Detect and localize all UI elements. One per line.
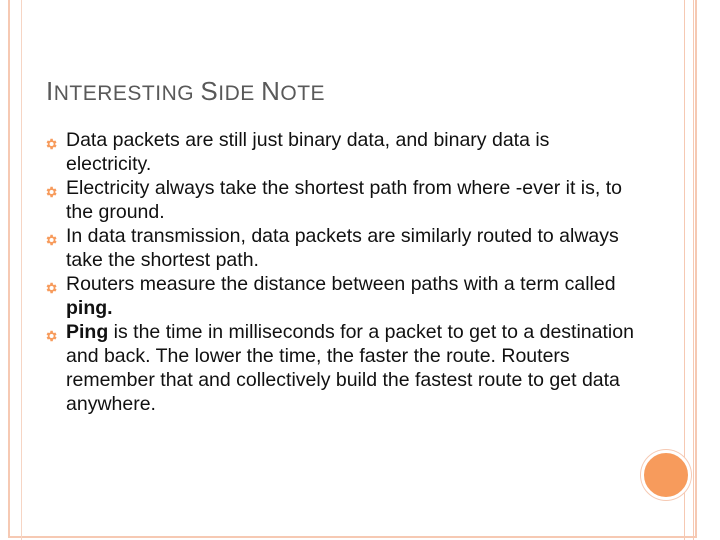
bullet-text: Routers measure the distance between paths with a term called [66,273,616,295]
bullet-text-bold: Ping [66,321,109,343]
gear-icon [44,277,58,291]
gear-icon [44,325,58,339]
title-part: NTERESTING [53,82,201,105]
gear-icon [44,133,58,147]
title-part: S [200,76,219,106]
border-line [693,0,694,540]
gear-icon [44,181,58,195]
bullet-list [44,128,634,416]
bullet-text: is the time in milliseconds for a packet to get to a destination and back. The lower the time, the faster the route. Routers remember that and collectively build the fastest route to get data anywhere. [66,321,634,415]
bullet-item [44,176,634,224]
decorative-circle [641,450,691,500]
bullet-text: In data transmission, data packets are similarly routed to always take the shortest path. [66,225,619,271]
title-part: I [46,76,54,106]
title-part: OTE [280,82,326,105]
title-part: N [261,76,281,106]
bullet-text-bold: ping. [66,297,113,319]
gear-icon [44,229,58,243]
title-part: IDE [218,82,262,105]
bullet-item [44,272,634,320]
bullet-item [44,320,634,416]
border-line [21,0,22,540]
bullet-text: Electricity always take the shortest path from where -ever it is, to the ground. [66,177,622,223]
slide-title [46,76,325,107]
bullet-item [44,224,634,272]
bullet-text: Data packets are still just binary data, and binary data is electricity. [66,129,550,175]
bullet-item [44,128,634,176]
